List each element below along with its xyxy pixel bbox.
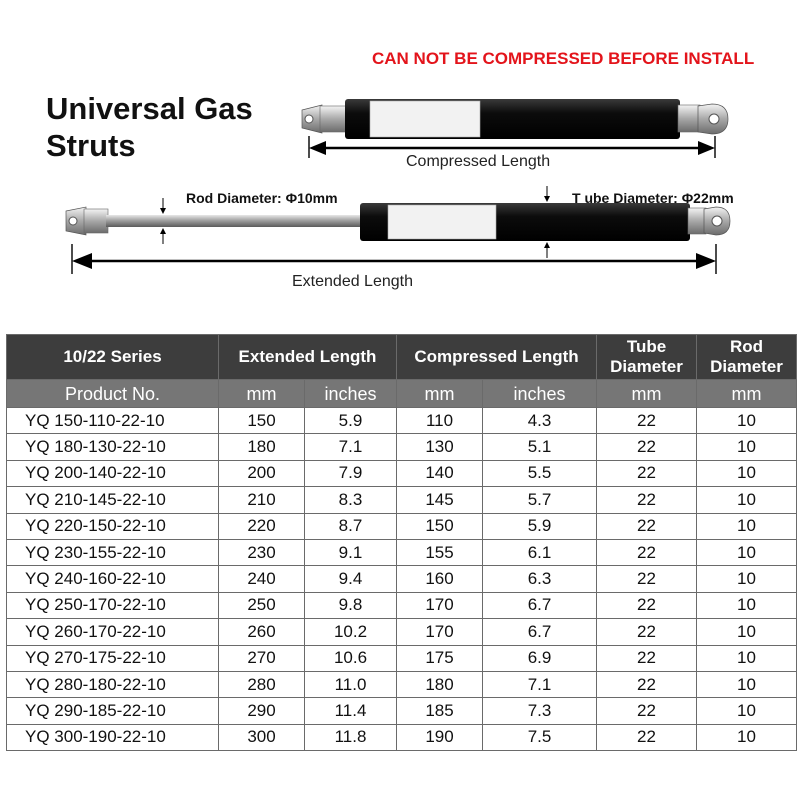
compressed-mm-cell: 190	[397, 724, 483, 750]
extended-mm-cell: 150	[219, 408, 305, 434]
header-row	[7, 335, 797, 380]
table-row	[7, 408, 797, 434]
unit-comp-inches: inches	[483, 380, 597, 408]
product-number-cell: YQ 300-190-22-10	[7, 724, 219, 750]
compressed-mm-cell: 170	[397, 592, 483, 618]
extended-mm-cell: 210	[219, 487, 305, 513]
compressed-mm-cell: 175	[397, 645, 483, 671]
compressed-inches-cell: 5.1	[483, 434, 597, 460]
tube-diameter-header: Tube Diameter	[597, 335, 697, 380]
product-number-cell: YQ 180-130-22-10	[7, 434, 219, 460]
rod-diameter-label: Rod Diameter: Φ10mm	[186, 190, 338, 206]
extended-mm-cell: 280	[219, 671, 305, 697]
rod-diameter-cell: 10	[697, 724, 797, 750]
extended-mm-cell: 300	[219, 724, 305, 750]
compressed-length-label: Compressed Length	[406, 153, 551, 170]
rod-diameter-cell: 10	[697, 566, 797, 592]
compressed-mm-cell: 160	[397, 566, 483, 592]
table-row	[7, 513, 797, 539]
compressed-mm-cell: 180	[397, 671, 483, 697]
extended-inches-cell: 7.9	[305, 460, 397, 486]
spec-table-body	[7, 408, 797, 751]
table-row	[7, 460, 797, 486]
tube-diameter-cell: 22	[597, 592, 697, 618]
table-row	[7, 698, 797, 724]
tube-diameter-cell: 22	[597, 434, 697, 460]
compressed-strut	[302, 99, 728, 139]
tube-diameter-cell: 22	[597, 566, 697, 592]
extended-length-header: Extended Length	[219, 335, 397, 380]
extended-length-label: Extended Length	[292, 273, 413, 290]
product-number-cell: YQ 200-140-22-10	[7, 460, 219, 486]
product-number-cell: YQ 230-155-22-10	[7, 539, 219, 565]
compressed-mm-cell: 150	[397, 513, 483, 539]
strut-diagram	[0, 0, 800, 320]
compressed-inches-cell: 7.5	[483, 724, 597, 750]
extended-inches-cell: 9.4	[305, 566, 397, 592]
install-warning: CAN NOT BE COMPRESSED BEFORE INSTALL	[372, 49, 755, 68]
rod-diameter-cell: 10	[697, 671, 797, 697]
compressed-mm-cell: 110	[397, 408, 483, 434]
product-number-cell: YQ 260-170-22-10	[7, 619, 219, 645]
rod-diameter-header: Rod Diameter	[697, 335, 797, 380]
compressed-inches-cell: 4.3	[483, 408, 597, 434]
compressed-inches-cell: 6.9	[483, 645, 597, 671]
extended-inches-cell: 5.9	[305, 408, 397, 434]
rod-diameter-cell: 10	[697, 408, 797, 434]
extended-mm-cell: 200	[219, 460, 305, 486]
tube-diameter-cell: 22	[597, 513, 697, 539]
extended-inches-cell: 9.1	[305, 539, 397, 565]
extended-inches-cell: 11.0	[305, 671, 397, 697]
compressed-mm-cell: 185	[397, 698, 483, 724]
compressed-mm-cell: 145	[397, 487, 483, 513]
compressed-mm-cell: 140	[397, 460, 483, 486]
table-row	[7, 645, 797, 671]
extended-inches-cell: 9.8	[305, 592, 397, 618]
extended-mm-cell: 290	[219, 698, 305, 724]
rod-diameter-cell: 10	[697, 645, 797, 671]
rod-diameter-cell: 10	[697, 460, 797, 486]
compressed-length-header: Compressed Length	[397, 335, 597, 380]
units-row	[7, 380, 797, 408]
table-row	[7, 434, 797, 460]
page-title: Universal Gas Struts	[46, 91, 253, 163]
table-row	[7, 566, 797, 592]
tube-diameter-cell: 22	[597, 619, 697, 645]
compressed-inches-cell: 5.9	[483, 513, 597, 539]
rod-diameter-cell: 10	[697, 487, 797, 513]
tube-diameter-cell: 22	[597, 487, 697, 513]
tube-diameter-cell: 22	[597, 408, 697, 434]
unit-comp-mm: mm	[397, 380, 483, 408]
extended-mm-cell: 260	[219, 619, 305, 645]
compressed-inches-cell: 6.7	[483, 592, 597, 618]
extended-inches-cell: 10.6	[305, 645, 397, 671]
product-number-cell: YQ 210-145-22-10	[7, 487, 219, 513]
compressed-mm-cell: 130	[397, 434, 483, 460]
unit-ext-mm: mm	[219, 380, 305, 408]
rod-diameter-cell: 10	[697, 698, 797, 724]
extended-inches-cell: 11.8	[305, 724, 397, 750]
table-row	[7, 487, 797, 513]
product-number-cell: YQ 270-175-22-10	[7, 645, 219, 671]
table-row	[7, 539, 797, 565]
compressed-inches-cell: 7.3	[483, 698, 597, 724]
compressed-inches-cell: 5.5	[483, 460, 597, 486]
rod-diameter-cell: 10	[697, 592, 797, 618]
spec-table-container	[6, 334, 796, 751]
unit-rod-mm: mm	[697, 380, 797, 408]
extended-mm-cell: 240	[219, 566, 305, 592]
table-row	[7, 724, 797, 750]
extended-inches-cell: 10.2	[305, 619, 397, 645]
compressed-inches-cell: 5.7	[483, 487, 597, 513]
product-number-cell: YQ 290-185-22-10	[7, 698, 219, 724]
extended-inches-cell: 8.3	[305, 487, 397, 513]
extended-mm-cell: 220	[219, 513, 305, 539]
unit-product-no: Product No.	[7, 380, 219, 408]
product-number-cell: YQ 250-170-22-10	[7, 592, 219, 618]
compressed-inches-cell: 6.3	[483, 566, 597, 592]
unit-tube-mm: mm	[597, 380, 697, 408]
series-header: 10/22 Series	[7, 335, 219, 380]
compressed-inches-cell: 6.1	[483, 539, 597, 565]
extended-mm-cell: 180	[219, 434, 305, 460]
tube-diameter-cell: 22	[597, 539, 697, 565]
extended-mm-cell: 270	[219, 645, 305, 671]
rod-diameter-cell: 10	[697, 539, 797, 565]
unit-ext-inches: inches	[305, 380, 397, 408]
rod-diameter-cell: 10	[697, 513, 797, 539]
extended-inches-cell: 8.7	[305, 513, 397, 539]
extended-length-arrow	[72, 244, 716, 274]
product-number-cell: YQ 220-150-22-10	[7, 513, 219, 539]
product-number-cell: YQ 240-160-22-10	[7, 566, 219, 592]
tube-diameter-cell: 22	[597, 724, 697, 750]
tube-diameter-cell: 22	[597, 645, 697, 671]
extended-mm-cell: 230	[219, 539, 305, 565]
table-row	[7, 671, 797, 697]
tube-diameter-label: T ube Diameter: Φ22mm	[572, 190, 734, 206]
rod-diameter-cell: 10	[697, 434, 797, 460]
tube-diameter-cell: 22	[597, 698, 697, 724]
spec-table	[6, 334, 797, 751]
tube-diameter-cell: 22	[597, 671, 697, 697]
compressed-inches-cell: 7.1	[483, 671, 597, 697]
compressed-mm-cell: 155	[397, 539, 483, 565]
rod-diameter-cell: 10	[697, 619, 797, 645]
extended-inches-cell: 7.1	[305, 434, 397, 460]
compressed-inches-cell: 6.7	[483, 619, 597, 645]
compressed-mm-cell: 170	[397, 619, 483, 645]
table-row	[7, 592, 797, 618]
product-number-cell: YQ 150-110-22-10	[7, 408, 219, 434]
product-number-cell: YQ 280-180-22-10	[7, 671, 219, 697]
extended-inches-cell: 11.4	[305, 698, 397, 724]
extended-mm-cell: 250	[219, 592, 305, 618]
table-row	[7, 619, 797, 645]
tube-diameter-cell: 22	[597, 460, 697, 486]
